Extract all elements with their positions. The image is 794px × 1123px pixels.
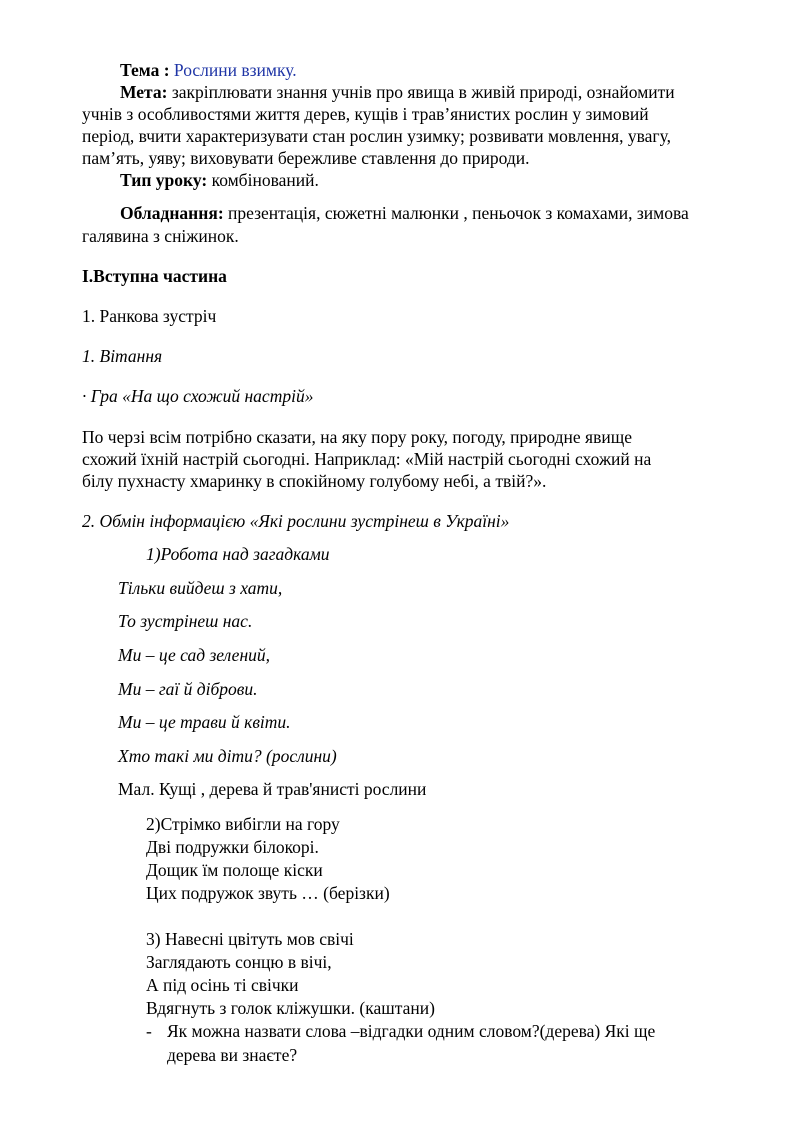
riddle1-line-5: Ми – це трави й квіти.	[118, 712, 291, 732]
riddles-heading: 1)Робота над загадками	[146, 544, 330, 564]
riddle2-line-4: Цих подружок звуть … (берізки)	[146, 883, 390, 903]
riddle3-line-1: 3) Навесні цвітуть мов свічі	[146, 929, 354, 949]
riddle3-line-3: А під осінь ті свічки	[146, 975, 299, 995]
topic-label: Тема :	[120, 60, 170, 80]
question-line-1: Як можна назвати слова –відгадки одним словом?(дерева) Які ще	[167, 1021, 656, 1041]
goal-line-1	[120, 81, 675, 103]
goal-line-4: пам’ять, уяву; виховувати бережливе ставлення до природи.	[82, 148, 530, 168]
riddle1-line-4: Ми – гаї й діброви.	[118, 679, 258, 699]
question-bullet-dash: -	[146, 1021, 152, 1041]
game-heading: · Гра «На що схожий настрій»	[82, 386, 314, 406]
game-text-line-1: По черзі всім потрібно сказати, на яку пору року, погоду, природне явище	[82, 427, 632, 447]
riddle1-line-2: То зустрінеш нас.	[118, 611, 253, 631]
equipment-text-1: презентація, сюжетні малюнки , пеньочок з комахами, зимова	[223, 203, 689, 223]
riddle1-line-3: Ми – це сад зелений,	[118, 645, 270, 665]
goal-line-2: учнів з особливостями життя дерев, кущів і трав’янистих рослин у зимовий	[82, 104, 649, 124]
riddle2-line-3: Дощик їм полоще кіски	[146, 860, 323, 880]
equipment-line-1	[120, 202, 689, 224]
riddle2-line-1: 2)Стрімко вибігли на гору	[146, 814, 340, 834]
riddle1-note: Мал. Кущі , дерева й трав'янисті рослини	[118, 779, 427, 799]
riddle1-line-1: Тільки вийдеш з хати,	[118, 578, 283, 598]
morning-meeting-heading: 1. Ранкова зустріч	[82, 306, 217, 326]
equipment-label: Обладнання:	[120, 203, 224, 223]
goal-label: Мета:	[120, 82, 168, 102]
goal-line-3: період, вчити характеризувати стан рослин узимку; розвивати мовлення, увагу,	[82, 126, 671, 146]
lesson-type-value: комбінований.	[207, 170, 319, 190]
game-text-line-2: схожий їхній настрій сьогодні. Наприклад: «Мій настрій сьогодні схожий на	[82, 449, 652, 469]
riddle1-line-6: Хто такі ми діти? (рослини)	[118, 746, 337, 766]
riddle2-line-2: Дві подружки білокорі.	[146, 837, 319, 857]
intro-section-heading: І.Вступна частина	[82, 266, 227, 286]
riddle3-line-4: Вдягнуть з голок кліжушки. (каштани)	[146, 998, 435, 1018]
lesson-type-line	[120, 169, 319, 191]
riddle3-line-2: Заглядають сонцю в вічі,	[146, 952, 332, 972]
goal-text-1: закріплювати знання учнів про явища в живій природі, ознайомити	[167, 82, 675, 102]
lesson-type-label: Тип уроку:	[120, 170, 208, 190]
game-text-line-3: білу пухнасту хмаринку в спокійному голубому небі, а твій?».	[82, 471, 547, 491]
equipment-line-2: галявина з сніжинок.	[82, 226, 239, 246]
greeting-heading: 1. Вітання	[82, 346, 163, 366]
question-line-2: дерева ви знаєте?	[167, 1045, 298, 1065]
exchange-heading: 2. Обмін інформацією «Які рослини зустрінеш в Україні»	[82, 511, 510, 531]
topic-line	[120, 59, 297, 81]
topic-value: Рослини взимку.	[173, 60, 297, 80]
